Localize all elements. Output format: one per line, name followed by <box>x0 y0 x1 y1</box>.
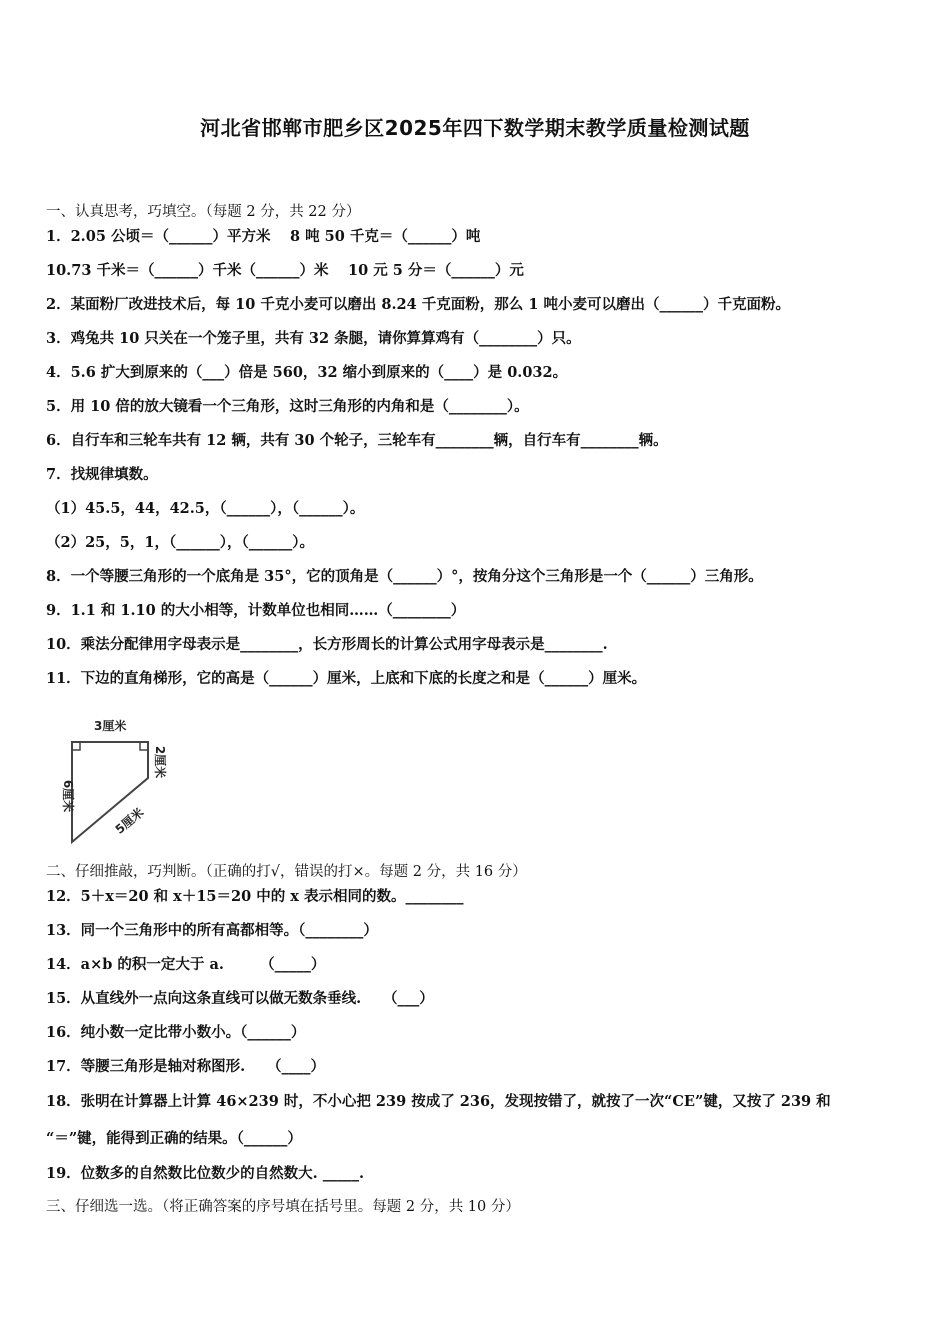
trapezoid-figure <box>44 712 184 852</box>
question-line: 10．乘法分配律用字母表示是________，长方形周长的计算公式用字母表示是________. <box>46 636 608 653</box>
question-line: 17．等腰三角形是轴对称图形. （____） <box>46 1058 325 1075</box>
question-line: 11．下边的直角梯形，它的高是（______）厘米，上底和下底的长度之和是（______）厘米。 <box>46 670 647 687</box>
question-line: 16．纯小数一定比带小数小。（______） <box>46 1024 306 1041</box>
section3-heading: 三、仔细选一选。（将正确答案的序号填在括号里。每题 2 分，共 10 分） <box>46 1199 520 1215</box>
question-line: 13．同一个三角形中的所有高都相等。（________） <box>46 922 378 939</box>
question-line: （1）45.5，44，42.5，（______），（______）。 <box>46 500 365 517</box>
question-line: 2．某面粉厂改进技术后，每 10 千克小麦可以磨出 8.24 千克面粉，那么 1 吨小麦可以磨出（______）千克面粉。 <box>46 296 790 313</box>
right-angle-mark-left <box>72 742 80 750</box>
question-line: 1．2.05 公顷＝（______）平方米 8 吨 50 千克＝（______）吨 <box>46 228 481 245</box>
page-title: 河北省邯郸市肥乡区2025年四下数学期末教学质量检测试题 <box>200 116 750 140</box>
question-line: “＝”键，能得到正确的结果。（______） <box>46 1130 302 1147</box>
right-label: 2厘米 <box>153 745 167 779</box>
top-label: 3厘米 <box>94 719 127 733</box>
right-angle-mark-right <box>140 742 148 750</box>
section1-heading: 一、认真思考，巧填空。（每题 2 分，共 22 分） <box>46 204 361 220</box>
left-label: 6厘米 <box>61 779 75 813</box>
question-line: 10.73 千米＝（______）千米（______）米 10 元 5 分＝（______）元 <box>46 262 524 279</box>
question-line: 8．一个等腰三角形的一个底角是 35°，它的顶角是（______）°，按角分这个三角形是一个（______）三角形。 <box>46 568 763 585</box>
question-line: 7．找规律填数。 <box>46 466 158 483</box>
question-line: 5．用 10 倍的放大镜看一个三角形，这时三角形的内角和是（________）。 <box>46 398 529 415</box>
question-line: 18．张明在计算器上计算 46×239 时，不小心把 239 按成了 236，发现按错了，就按了一次“CE”键，又按了 239 和 <box>46 1093 831 1110</box>
question-line: 15．从直线外一点向这条直线可以做无数条垂线. （___） <box>46 990 434 1007</box>
trapezoid-shape <box>72 742 148 842</box>
question-line: 3．鸡兔共 10 只关在一个笼子里，共有 32 条腿，请你算算鸡有（________）只。 <box>46 330 581 347</box>
question-line: 14．a×b 的积一定大于 a. （_____） <box>46 956 326 973</box>
question-line: 6．自行车和三轮车共有 12 辆，共有 30 个轮子，三轮车有________辆，自行车有________辆。 <box>46 432 668 449</box>
question-line: 12．5＋x＝20 和 x＋15＝20 中的 x 表示相同的数。________ <box>46 888 464 905</box>
section2-heading: 二、仔细推敲，巧判断。（正确的打√，错误的打×。每题 2 分，共 16 分） <box>46 864 527 880</box>
question-line: 9．1.1 和 1.10 的大小相等，计数单位也相同……（________） <box>46 602 466 619</box>
question-line: （2）25，5，1，（______），（______）。 <box>46 534 314 551</box>
question-line: 4．5.6 扩大到原来的（___）倍是 560，32 缩小到原来的（____）是 0.032。 <box>46 364 568 381</box>
question-line: 19．位数多的自然数比位数少的自然数大. _____. <box>46 1165 365 1182</box>
slant-label: 5厘米 <box>112 805 147 837</box>
